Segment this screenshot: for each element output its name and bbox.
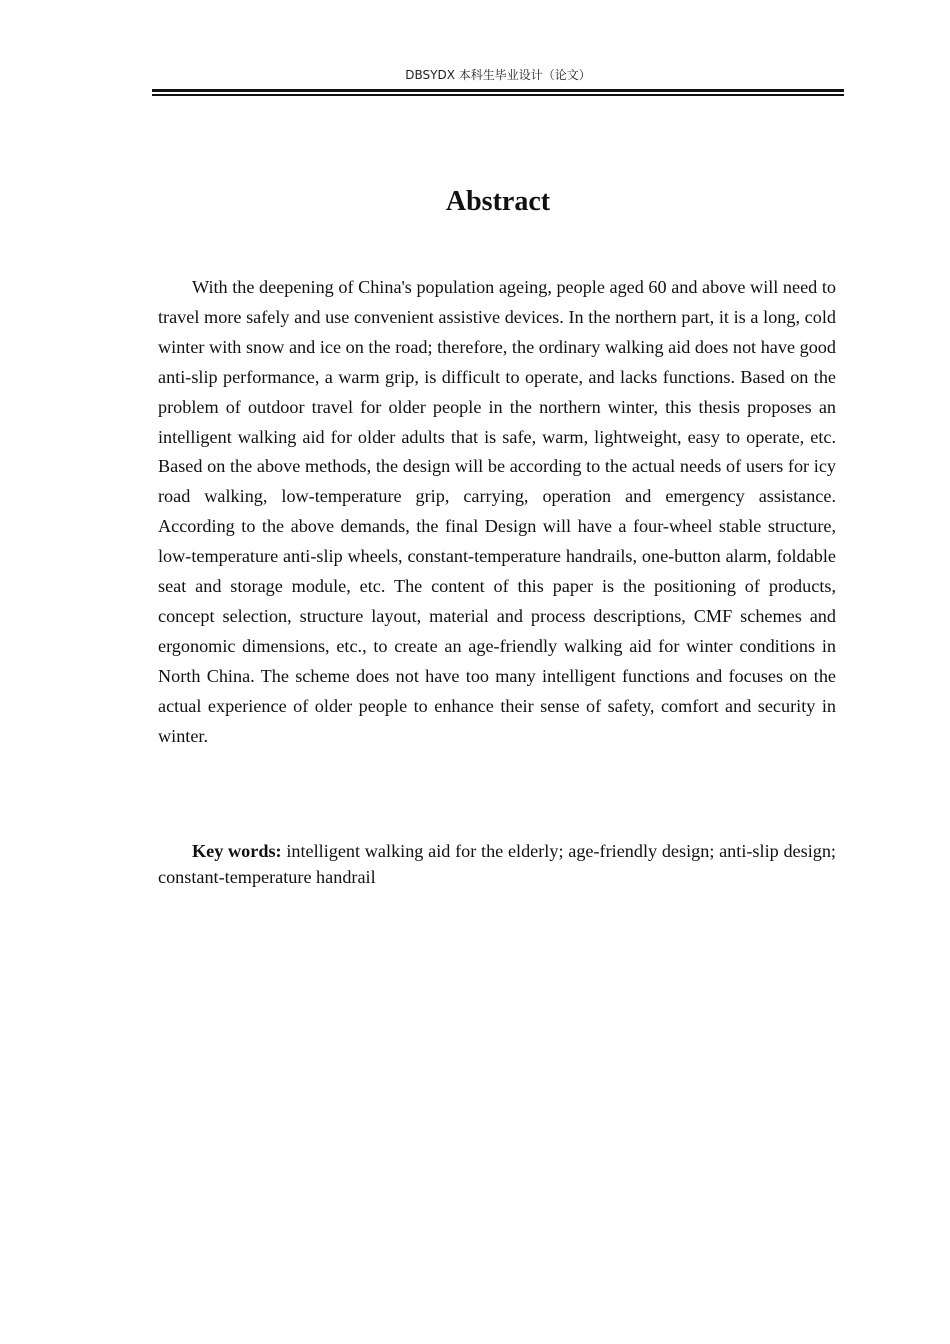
page-header: DBSYDX 本科生毕业设计（论文）: [405, 68, 591, 82]
header-rule: [152, 89, 844, 97]
header-rule-thin: [152, 94, 844, 96]
header-rule-thick: [152, 89, 844, 92]
abstract-body: With the deepening of China's population ageing, people aged 60 and above will need to travel more safely and use convenient assistive devices. In the northern part, it is a long, cold winter with snow and ice on the road; therefore, the ordinary walking aid does not have good anti-slip performance, a warm grip, is difficult to operate, and lacks functions. Based on the problem of outdoor travel for older people in the northern winter, this thesis proposes an intelligent walking aid for older adults that is safe, warm, lightweight, easy to operate, etc. Based on the above methods, the design will be according to the actual needs of users for icy road walking, low-temperature grip, carrying, operation and emergency assistance. According to the above demands, the final Design will have a four-wheel stable structure, low-temperature anti-slip wheels, constant-temperature handrails, one-button alarm, foldable seat and storage module, etc. The content of this paper is the positioning of products, concept selection, structure layout, material and process descriptions, CMF schemes and ergonomic dimensions, etc., to create an age-friendly walking aid for winter conditions in North China. The scheme does not have too many intelligent functions and focuses on the actual experience of older people to enhance their sense of safety, comfort and security in winter.: [158, 277, 836, 746]
keywords-label: Key words:: [192, 841, 282, 861]
keywords-text: intelligent walking aid for the elderly; age-friendly design; anti-slip design; constant-temperature handrail: [158, 841, 836, 887]
abstract-title: Abstract: [445, 186, 551, 217]
keywords-paragraph: [158, 838, 836, 890]
